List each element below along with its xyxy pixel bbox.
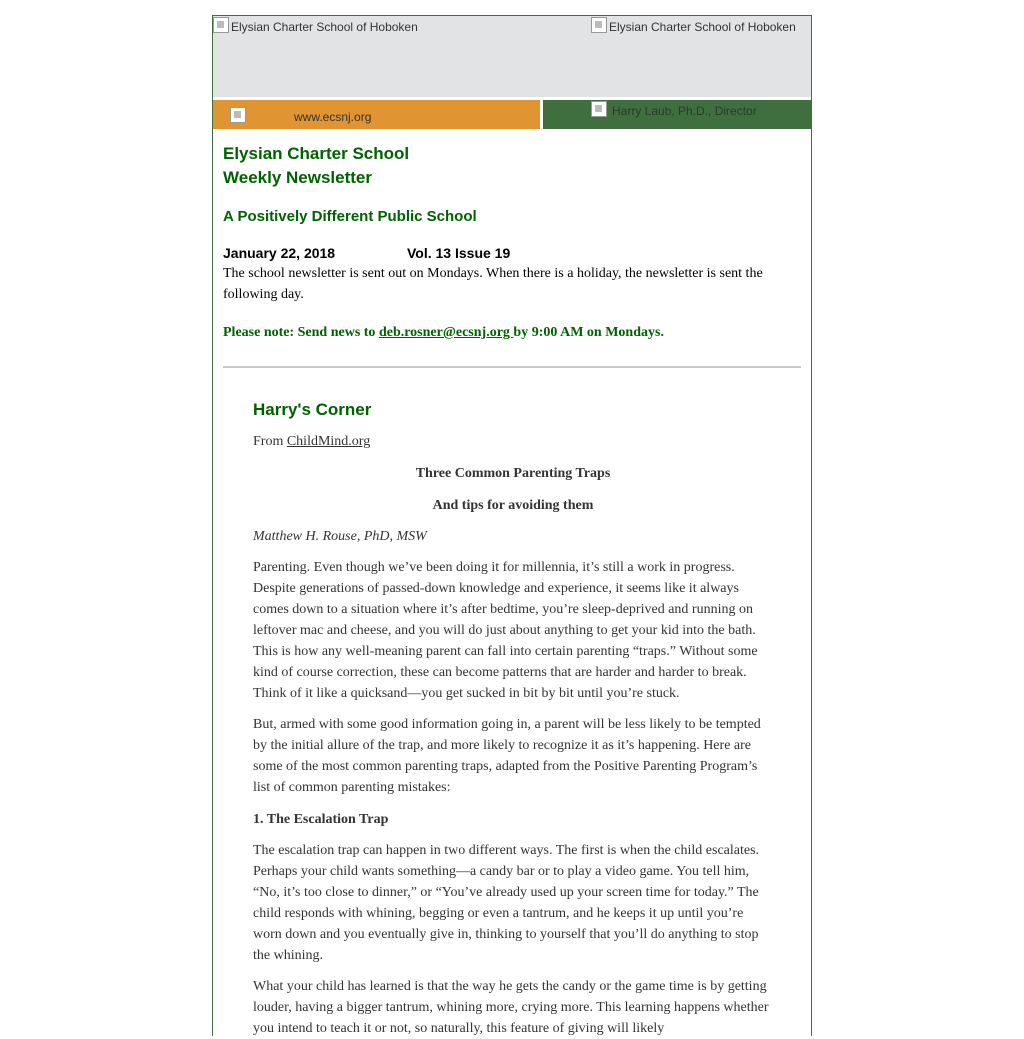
submission-note: Please note: Send news to deb.rosner@ecsnj.org by 9:00 AM on Mondays. [223, 325, 664, 340]
section-divider [223, 366, 801, 368]
email-link[interactable]: deb.rosner@ecsnj.org [378, 325, 514, 340]
issue-volume: Vol. 13 Issue 19 [407, 245, 511, 261]
article-paragraph: But, armed with some good information going in, a parent will be less likely to be tempted by the initial allure of the trap, and more likely to recognize it as it’s happening. Here are some of the most common parenting traps, adapted from the Positive Parenting Program’s list of common parenting mistakes: [253, 717, 761, 795]
broken-image-icon [591, 17, 607, 33]
article-heading: Three Common Parenting Traps [415, 466, 611, 481]
section-title: Harry's Corner [253, 400, 372, 419]
source-link[interactable]: ChildMind.org [286, 434, 371, 449]
director-band [543, 100, 811, 129]
tagline: A Positively Different Public School [223, 208, 477, 225]
article-paragraph: What your child has learned is that the way he gets the candy or the game time is by getting louder, having a bigger tantrum, whining more, crying more. This learning happens whether you intend to teach it or not, so naturally, this feature of giving will likely [253, 979, 769, 1036]
article-author: Matthew H. Rouse, PhD, MSW [253, 529, 427, 544]
harrys-corner-article [253, 399, 773, 1039]
website-band[interactable] [213, 100, 540, 129]
trap-heading: 1. The Escalation Trap [253, 812, 389, 827]
source-line: From ChildMind.org [253, 434, 371, 449]
newsletter-title: Elysian Charter School Weekly Newsletter [223, 144, 410, 187]
article-paragraph: Parenting. Even though we’ve been doing it for millennia, it’s still a work in progress. Despite generations of passed-down knowledge and experience, it seems like it always comes down to a situation where it’s after bedtime, you’re sleep-deprived and running on leftover mac and cheese, and you will do just about anything to get your kid into the bath. This is how any well-meaning parent can fall into certain parenting “traps.” Without some kind of course correction, these can become patterns that are harder and harder to break. Think of it like a quicksand—you get sucked in bit by bit until you’re stuck. [253, 560, 758, 701]
intro-text: The school newsletter is sent out on Mondays. When there is a holiday, the newsletter is sent the following day. [223, 266, 763, 302]
school-logo-right: Elysian Charter School of Hoboken [591, 17, 796, 34]
article-paragraph: The escalation trap can happen in two different ways. The first is when the child escalates. Perhaps your child wants something—a candy bar or to play a video game. You tell him, “No, it’s too close to dinner,” or “You’ve already used up your screen time for today.” The child responds with whining, begging or even a tantrum, and he keeps it up until you’re worn down and you eventually give in, thinking to yourself that you’ll do anything to stop the whining. [253, 843, 760, 963]
broken-image-icon [213, 17, 229, 33]
website-image-link[interactable]: www.ecsnj.org [230, 107, 371, 124]
issue-date: January 22, 2018 [223, 245, 336, 261]
director-image: Harry Laub, Ph.D., Director [591, 101, 757, 118]
broken-image-icon [591, 101, 607, 117]
newsletter-container [212, 15, 812, 1036]
article-subheading: And tips for avoiding them [432, 498, 594, 513]
school-logo-left: Elysian Charter School of Hoboken [213, 17, 418, 34]
header-banner [213, 16, 811, 97]
broken-image-icon [230, 107, 246, 123]
